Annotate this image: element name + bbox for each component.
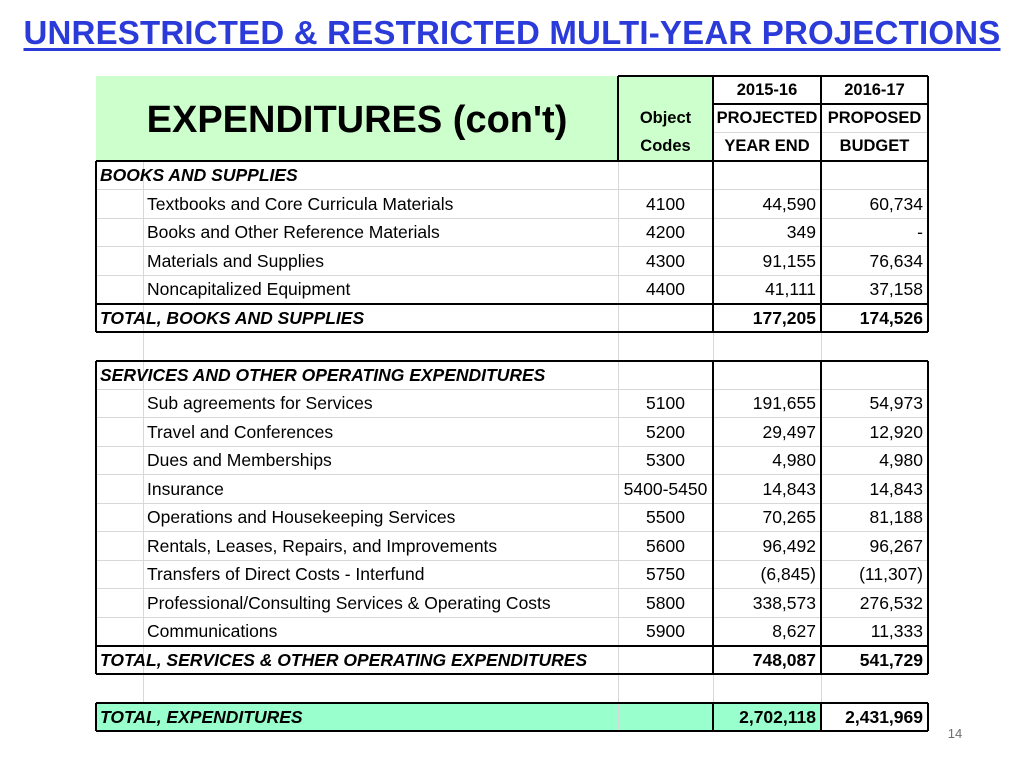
services-row-label: Dues and Memberships — [147, 450, 332, 470]
books-row-label: Noncapitalized Equipment — [147, 279, 351, 299]
services-row-code: 5200 — [646, 421, 685, 442]
books-heading: BOOKS AND SUPPLIES — [100, 165, 298, 185]
col2-label-header: BUDGET — [839, 137, 910, 155]
services-row-label: Transfers of Direct Costs - Interfund — [147, 564, 425, 584]
services-heading: SERVICES AND OTHER OPERATING EXPENDITURES — [100, 364, 546, 385]
books-row-proposed: 37,158 — [869, 279, 923, 299]
section-title: EXPENDITURES (con't) — [146, 99, 568, 141]
col1-label-header: YEAR END — [724, 137, 810, 155]
services-row-projected: 29,497 — [762, 421, 816, 442]
services-row-proposed: 276,532 — [859, 592, 923, 613]
services-row-code: 5800 — [646, 592, 685, 613]
grand-total-proposed: 2,431,969 — [845, 706, 923, 727]
services-row-projected: 96,492 — [762, 535, 816, 556]
services-row-label: Travel and Conferences — [147, 421, 334, 442]
services-row-projected: (6,845) — [760, 564, 816, 584]
page-number: 14 — [947, 726, 963, 741]
section-border — [95, 361, 97, 675]
services-row-code: 5500 — [646, 507, 685, 527]
services-row-label: Communications — [147, 621, 278, 641]
services-row-code: 5100 — [646, 393, 685, 413]
books-row-label: Textbooks and Core Curricula Materials — [147, 193, 454, 214]
services-row-projected: 338,573 — [752, 592, 816, 613]
books-total-proposed: 174,526 — [859, 307, 923, 328]
books-row-code: 4400 — [646, 279, 685, 299]
services-row-proposed: 11,333 — [870, 621, 923, 641]
books-total-projected: 177,205 — [752, 307, 816, 328]
grand-total-label: TOTAL, EXPENDITURES — [100, 706, 303, 727]
services-row-label: Sub agreements for Services — [147, 393, 373, 413]
object-header: Object — [639, 109, 692, 127]
col2-year-header: 2016-17 — [844, 81, 905, 99]
services-row-code: 5750 — [646, 564, 685, 584]
services-row-projected: 14,843 — [762, 478, 816, 499]
expenditures-table — [96, 76, 928, 734]
services-row-projected: 191,655 — [752, 393, 816, 413]
services-row-code: 5400-5450 — [623, 478, 708, 499]
services-total-projected: 748,087 — [752, 649, 816, 670]
section-border — [95, 161, 97, 332]
services-row-proposed: (11,307) — [859, 564, 923, 584]
books-row-code: 4100 — [646, 193, 685, 214]
books-total-label: TOTAL, BOOKS AND SUPPLIES — [100, 307, 365, 328]
books-row-label: Books and Other Reference Materials — [147, 222, 440, 242]
books-row-projected: 91,155 — [762, 250, 816, 271]
services-row-proposed: 81,188 — [869, 507, 923, 527]
books-row-proposed: 76,634 — [869, 250, 923, 271]
col1-type-header: PROJECTED — [716, 109, 818, 127]
codes-header: Codes — [640, 137, 691, 155]
books-row-code: 4200 — [646, 222, 685, 242]
books-row-label: Materials and Supplies — [147, 250, 325, 271]
services-row-proposed: 14,843 — [869, 478, 923, 499]
services-row-projected: 8,627 — [772, 621, 816, 641]
services-total-label: TOTAL, SERVICES & OTHER OPERATING EXPENDITURES — [100, 649, 588, 670]
services-row-label: Insurance — [147, 478, 224, 499]
services-row-proposed: 12,920 — [869, 421, 923, 442]
page-title: UNRESTRICTED & RESTRICTED MULTI-YEAR PROJECTIONS — [23, 14, 1001, 51]
services-row-label: Operations and Housekeeping Services — [147, 507, 456, 527]
books-row-proposed: - — [917, 222, 923, 242]
services-row-proposed: 96,267 — [869, 535, 923, 556]
services-row-label: Professional/Consulting Services & Operating Costs — [147, 592, 551, 613]
books-row-proposed: 60,734 — [869, 193, 923, 214]
col2-type-header: PROPOSED — [827, 109, 922, 127]
grand-total-border — [95, 703, 97, 732]
services-row-label: Rentals, Leases, Repairs, and Improvements — [147, 535, 498, 556]
services-row-proposed: 4,980 — [879, 450, 923, 470]
services-total-proposed: 541,729 — [859, 649, 923, 670]
books-row-projected: 349 — [786, 222, 816, 242]
services-row-proposed: 54,973 — [869, 393, 923, 413]
services-row-code: 5600 — [646, 535, 685, 556]
grand-total-projected: 2,702,118 — [739, 706, 816, 727]
services-row-code: 5300 — [646, 450, 685, 470]
services-row-projected: 70,265 — [762, 507, 816, 527]
books-row-code: 4300 — [646, 250, 685, 271]
services-row-code: 5900 — [646, 621, 685, 641]
books-row-projected: 41,111 — [765, 279, 816, 299]
books-row-projected: 44,590 — [762, 193, 816, 214]
services-row-projected: 4,980 — [772, 450, 816, 470]
col1-year-header: 2015-16 — [736, 81, 798, 99]
